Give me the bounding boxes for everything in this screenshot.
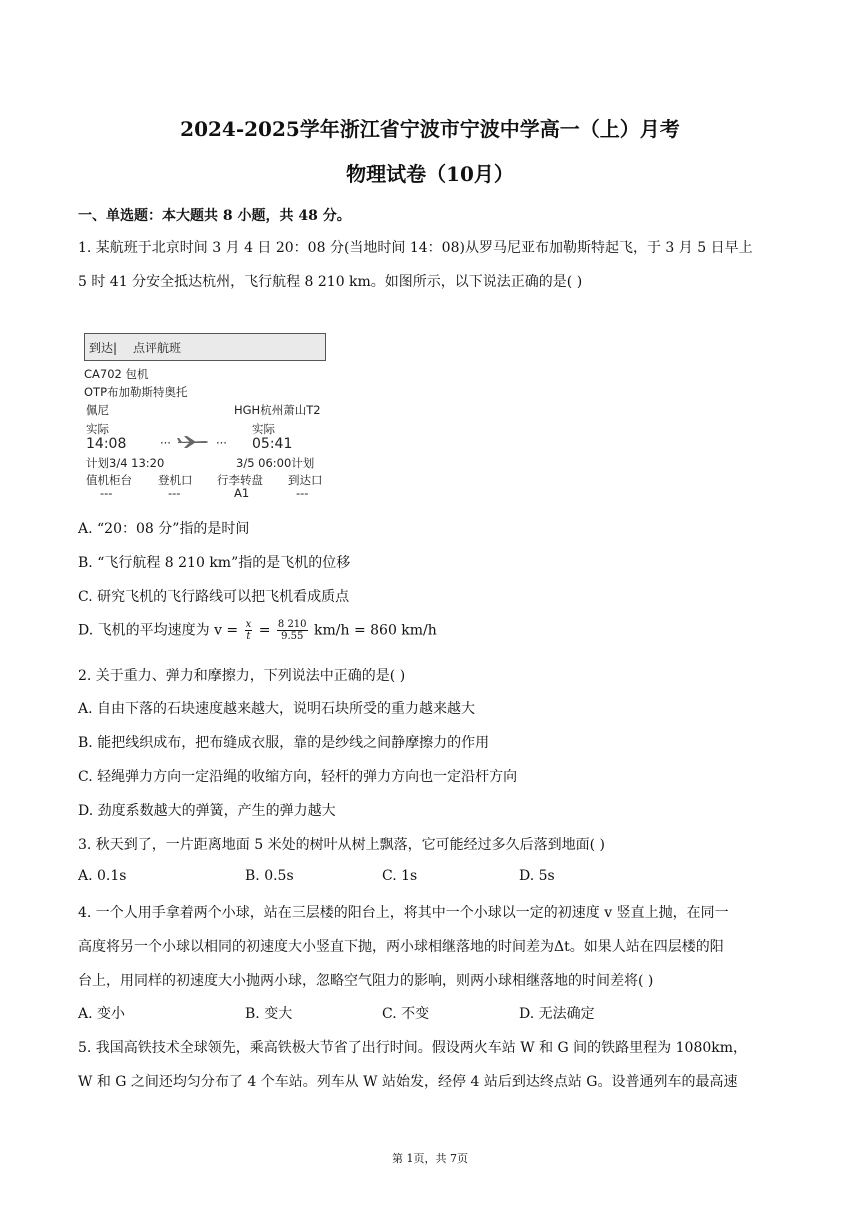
departure-time: 14:08 bbox=[86, 436, 127, 452]
review-tab: 点评航班 bbox=[133, 341, 182, 355]
q4-option-a: A. 变小 bbox=[78, 1006, 126, 1022]
q5-stem-line2: W 和 G 之间还均匀分布了 4 个车站。列车从 W 站始发，经停 4 站后到达终点站 G。设普通列车的最高速 bbox=[78, 1074, 738, 1090]
dots-left: ··· bbox=[160, 436, 171, 450]
gate-label: 登机口 bbox=[158, 473, 193, 487]
origin-airport-b: 佩尼 bbox=[86, 403, 109, 417]
fraction-distance-over-time bbox=[277, 619, 308, 642]
q3-option-c: C. 1s bbox=[382, 868, 418, 884]
q5-stem-line1: 5. 我国高铁技术全球领先，乘高铁极大节省了出行时间。假设两火车站 W 和 G 间的铁路里程为 1080km， bbox=[78, 1040, 748, 1056]
q3-stem: 3. 秋天到了，一片距离地面 5 米处的树叶从树上飘落，它可能经过多久后落到地面( ) bbox=[78, 837, 605, 853]
dots-right: ··· bbox=[216, 436, 227, 450]
q3-option-a: A. 0.1s bbox=[78, 868, 127, 884]
arrival-tab: 到达| bbox=[89, 341, 118, 355]
q1-option-d-suffix: km/h = 860 km/h bbox=[314, 622, 437, 639]
q3-option-b: B. 0.5s bbox=[245, 868, 294, 884]
actual-label-departure: 实际 bbox=[86, 422, 109, 436]
fraction-numerator: 8 210 bbox=[277, 619, 307, 630]
fraction-denominator: 9.55 bbox=[281, 631, 304, 642]
q4-stem-line1: 4. 一个人用手拿着两个小球，站在三层楼的阳台上，将其中一个小球以一定的初速度 v 竖直上抛，在同一 bbox=[78, 905, 729, 921]
q1-option-c: C. 研究飞机的飞行路线可以把飞机看成质点 bbox=[78, 589, 350, 605]
gate-value: --- bbox=[168, 486, 181, 500]
q4-stem-line2: 高度将另一个小球以相同的初速度大小竖直下抛，两小球相继落地的时间差为Δt。如果人站在四层楼的阳 bbox=[78, 939, 724, 955]
q1-stem-line1: 1. 某航班于北京时间 3 月 4 日 20：08 分(当地时间 14：08)从罗马尼亚布加勒斯特起飞，于 3 月 5 日早上 bbox=[78, 240, 753, 256]
q2-option-c: C. 轻绳弹力方向一定沿绳的收缩方向，轻杆的弹力方向也一定沿杆方向 bbox=[78, 769, 518, 785]
q2-option-b: B. 能把线织成布，把布缝成衣服，靠的是纱线之间静摩擦力的作用 bbox=[78, 735, 490, 751]
section-heading: 一、单选题：本大题共 8 小题，共 48 分。 bbox=[78, 208, 351, 224]
q2-option-d: D. 劲度系数越大的弹簧，产生的弹力越大 bbox=[78, 803, 336, 819]
exam-title-line1: 2024-2025学年浙江省宁波市宁波中学高一（上）月考 bbox=[180, 117, 680, 141]
q1-option-b: B. “飞行航程 8 210 km”指的是飞机的位移 bbox=[78, 555, 351, 571]
q4-stem-line3: 台上，用同样的初速度大小抛两小球，忽略空气阻力的影响，则两小球相继落地的时间差将( ) bbox=[78, 973, 654, 989]
equals-sign: = bbox=[258, 622, 271, 639]
q1-option-a: A. “20：08 分”指的是时间 bbox=[78, 521, 250, 537]
flight-card-header bbox=[84, 333, 326, 361]
origin-airport-a: OTP布加勒斯特奥托 bbox=[84, 385, 188, 399]
page-number: 第 1页，共 7页 bbox=[392, 1152, 468, 1165]
arrival-exit-value: --- bbox=[296, 486, 309, 500]
baggage-carousel-label: 行李转盘 bbox=[217, 473, 263, 487]
checkin-counter-label: 值机柜台 bbox=[86, 473, 132, 487]
flight-info-card bbox=[84, 333, 330, 505]
q1-option-d bbox=[78, 619, 437, 642]
q4-option-d: D. 无法确定 bbox=[519, 1006, 595, 1022]
q1-stem-line2: 5 时 41 分安全抵达杭州，飞行航程 8 210 km。如图所示，以下说法正确的是( ) bbox=[78, 274, 583, 290]
checkin-counter-value: --- bbox=[100, 486, 113, 500]
fraction-x-over-t bbox=[245, 619, 253, 642]
destination-airport: HGH杭州萧山T2 bbox=[234, 403, 321, 417]
planned-departure: 计划3/4 13:20 bbox=[86, 456, 165, 470]
fraction-denominator: t bbox=[246, 631, 251, 642]
flight-number: CA702 包机 bbox=[84, 367, 149, 381]
airplane-icon bbox=[176, 435, 210, 449]
q4-option-c: C. 不变 bbox=[382, 1006, 430, 1022]
q3-option-d: D. 5s bbox=[519, 868, 555, 884]
q2-option-a: A. 自由下落的石块速度越来越大，说明石块所受的重力越来越大 bbox=[78, 701, 476, 717]
q1-option-d-prefix: D. 飞机的平均速度为 v = bbox=[78, 622, 239, 639]
arrival-time: 05:41 bbox=[252, 436, 293, 452]
arrival-exit-label: 到达口 bbox=[288, 473, 323, 487]
q2-stem: 2. 关于重力、弹力和摩擦力，下列说法中正确的是( ) bbox=[78, 668, 406, 684]
fraction-numerator: x bbox=[245, 619, 252, 630]
q4-option-b: B. 变大 bbox=[245, 1006, 293, 1022]
exam-title-line2: 物理试卷（10月） bbox=[346, 162, 514, 186]
baggage-carousel-value: A1 bbox=[234, 486, 250, 500]
planned-arrival: 3/5 06:00计划 bbox=[236, 456, 315, 470]
actual-label-arrival: 实际 bbox=[252, 422, 275, 436]
